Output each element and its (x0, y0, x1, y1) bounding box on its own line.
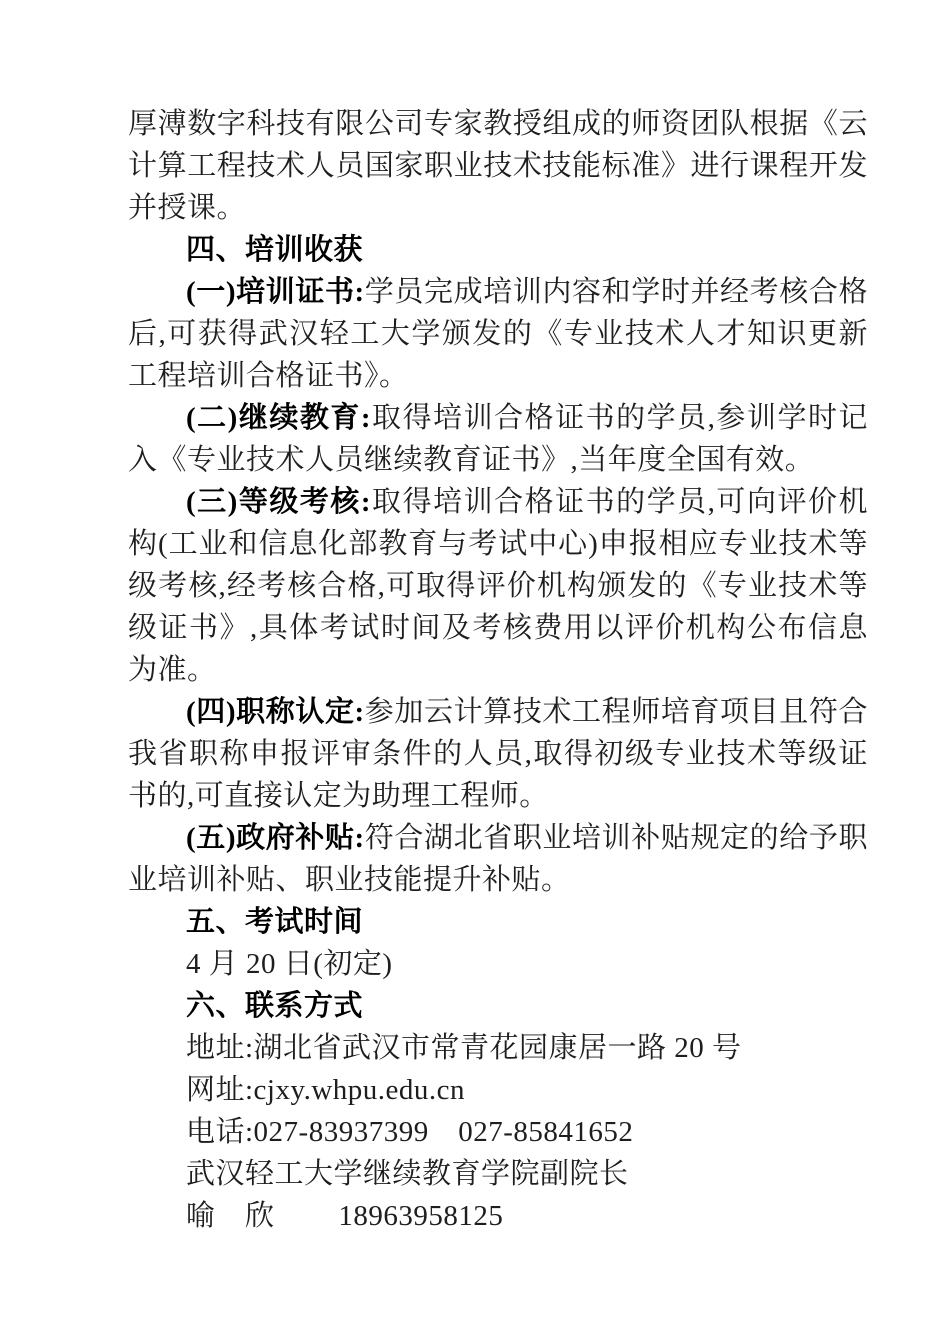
contact-person-mobile: 18963958125 (338, 1200, 504, 1232)
contact-phone-line: 电话:027-83937399 027-85841652 (186, 1116, 634, 1148)
section-6-heading: 六、联系方式 (186, 990, 364, 1022)
section-4-heading: 四、培训收获 (186, 234, 364, 266)
item-4-text: 参加云计算技术工程师培育项目且符合我省职称申报评审条件的人员,取得初级专业技术等级证书的,可直接认定为助理工程师。 (128, 696, 868, 812)
item-5-lead: (五)政府补贴: (186, 822, 365, 854)
contact-address-line: 地址:湖北省武汉市常青花园康居一路 20 号 (186, 1032, 742, 1064)
contact-person-name: 喻 欣 (186, 1200, 275, 1232)
document-content (128, 103, 868, 1237)
contact-person-line (128, 1195, 868, 1237)
item-2-text: 取得培训合格证书的学员,参训学时记入《专业技术人员继续教育证书》,当年度全国有效。 (128, 402, 868, 476)
item-5-text: 符合湖北省职业培训补贴规定的给予职业培训补贴、职业技能提升补贴。 (128, 822, 868, 896)
intro-paragraph (128, 103, 868, 229)
item-3-lead: (三)等级考核: (186, 486, 372, 518)
intro-paragraph-text: 厚溥数字科技有限公司专家教授组成的师资团队根据《云计算工程技术人员国家职业技术技能标准》进行课程开发并授课。 (128, 108, 868, 224)
training-item-1 (128, 271, 868, 397)
training-item-4 (128, 691, 868, 817)
item-4-lead: (四)职称认定: (186, 696, 365, 728)
item-2-lead: (二)继续教育: (186, 402, 372, 434)
training-item-3 (128, 481, 868, 691)
training-item-5 (128, 817, 868, 901)
contact-title-line: 武汉轻工大学继续教育学院副院长 (186, 1158, 629, 1190)
training-item-2 (128, 397, 868, 481)
item-1-text: 学员完成培训内容和学时并经考核合格后,可获得武汉轻工大学颁发的《专业技术人才知识更新工程培训合格证书》。 (128, 276, 868, 392)
exam-date-line: 4 月 20 日(初定) (186, 948, 393, 980)
item-1-lead: (一)培训证书: (186, 276, 365, 308)
section-5-heading: 五、考试时间 (186, 906, 364, 938)
item-3-text: 取得培训合格证书的学员,可向评价机构(工业和信息化部教育与考试中心)申报相应专业技术等级考核,经考核合格,可取得评价机构颁发的《专业技术等级证书》,具体考试时间及考核费用以评价机构公布信息为准。 (128, 486, 868, 686)
contact-website-line: 网址:cjxy.whpu.edu.cn (186, 1074, 466, 1106)
